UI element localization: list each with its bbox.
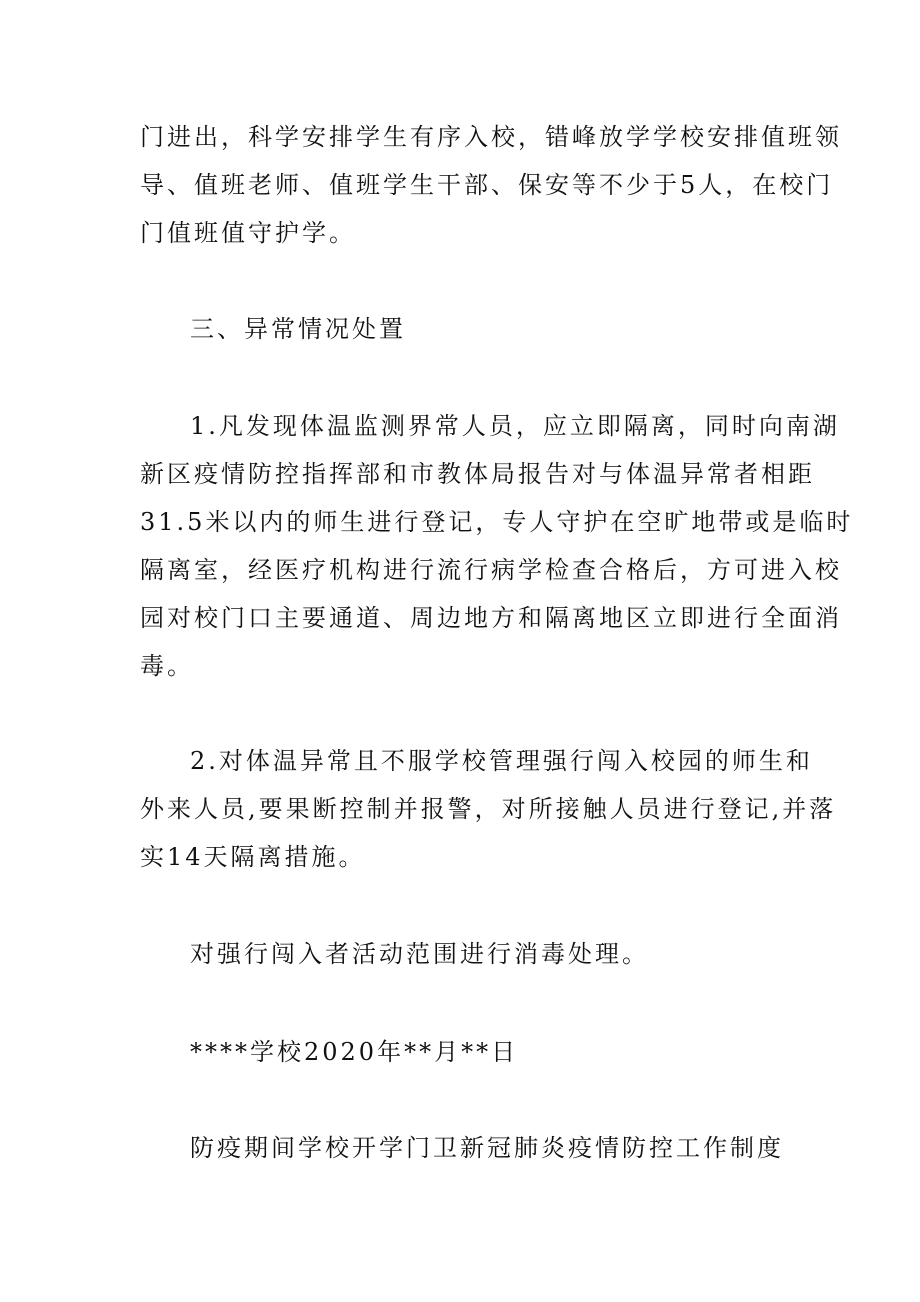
text-line: 对强行闯入者活动范围进行消毒处理。 [190, 940, 649, 968]
signature-date [140, 1028, 780, 1076]
text-line: 门值班值守护学。 [140, 219, 356, 247]
paragraph-continuation [140, 113, 842, 257]
text-line: 实14天隔离措施。 [140, 843, 366, 871]
section-heading [140, 305, 780, 353]
text-line: 毒。 [140, 652, 194, 680]
section-heading-text: 三、异常情况处置 [190, 315, 406, 343]
next-document-title [140, 1124, 784, 1172]
text-line: 2.对体温异常且不服学校管理强行闯入校园的师生和 [190, 747, 813, 775]
text-line: 外来人员,要果断控制并报警，对所接触人员进行登记,并落 [140, 795, 837, 823]
item-2-paragraph [140, 737, 837, 881]
text-line: 隔离室，经医疗机构进行流行病学检查合格后，方可进入校 [140, 556, 842, 584]
item-1-paragraph [140, 402, 854, 690]
text-line: 新区疫情防控指挥部和市教体局报告对与体温异常者相距 [140, 460, 815, 488]
text-line: 31.5米以内的师生进行登记，专人守护在空旷地带或是临时 [140, 508, 854, 536]
text-line: 防疫期间学校开学门卫新冠肺炎疫情防控工作制度 [190, 1134, 784, 1162]
text-line: 门进出，科学安排学生有序入校，错峰放学学校安排值班领 [140, 123, 842, 151]
text-line: 1.凡发现体温监测界常人员，应立即隔离，同时向南湖 [190, 412, 840, 440]
disinfection-note [140, 930, 780, 978]
text-line: 导、值班老师、值班学生干部、保安等不少于5人，在校门 [140, 171, 834, 199]
text-line: 园对校门口主要通道、周边地方和隔离地区立即进行全面消 [140, 604, 842, 632]
text-line: ****学校2020年**月**日 [190, 1038, 519, 1066]
